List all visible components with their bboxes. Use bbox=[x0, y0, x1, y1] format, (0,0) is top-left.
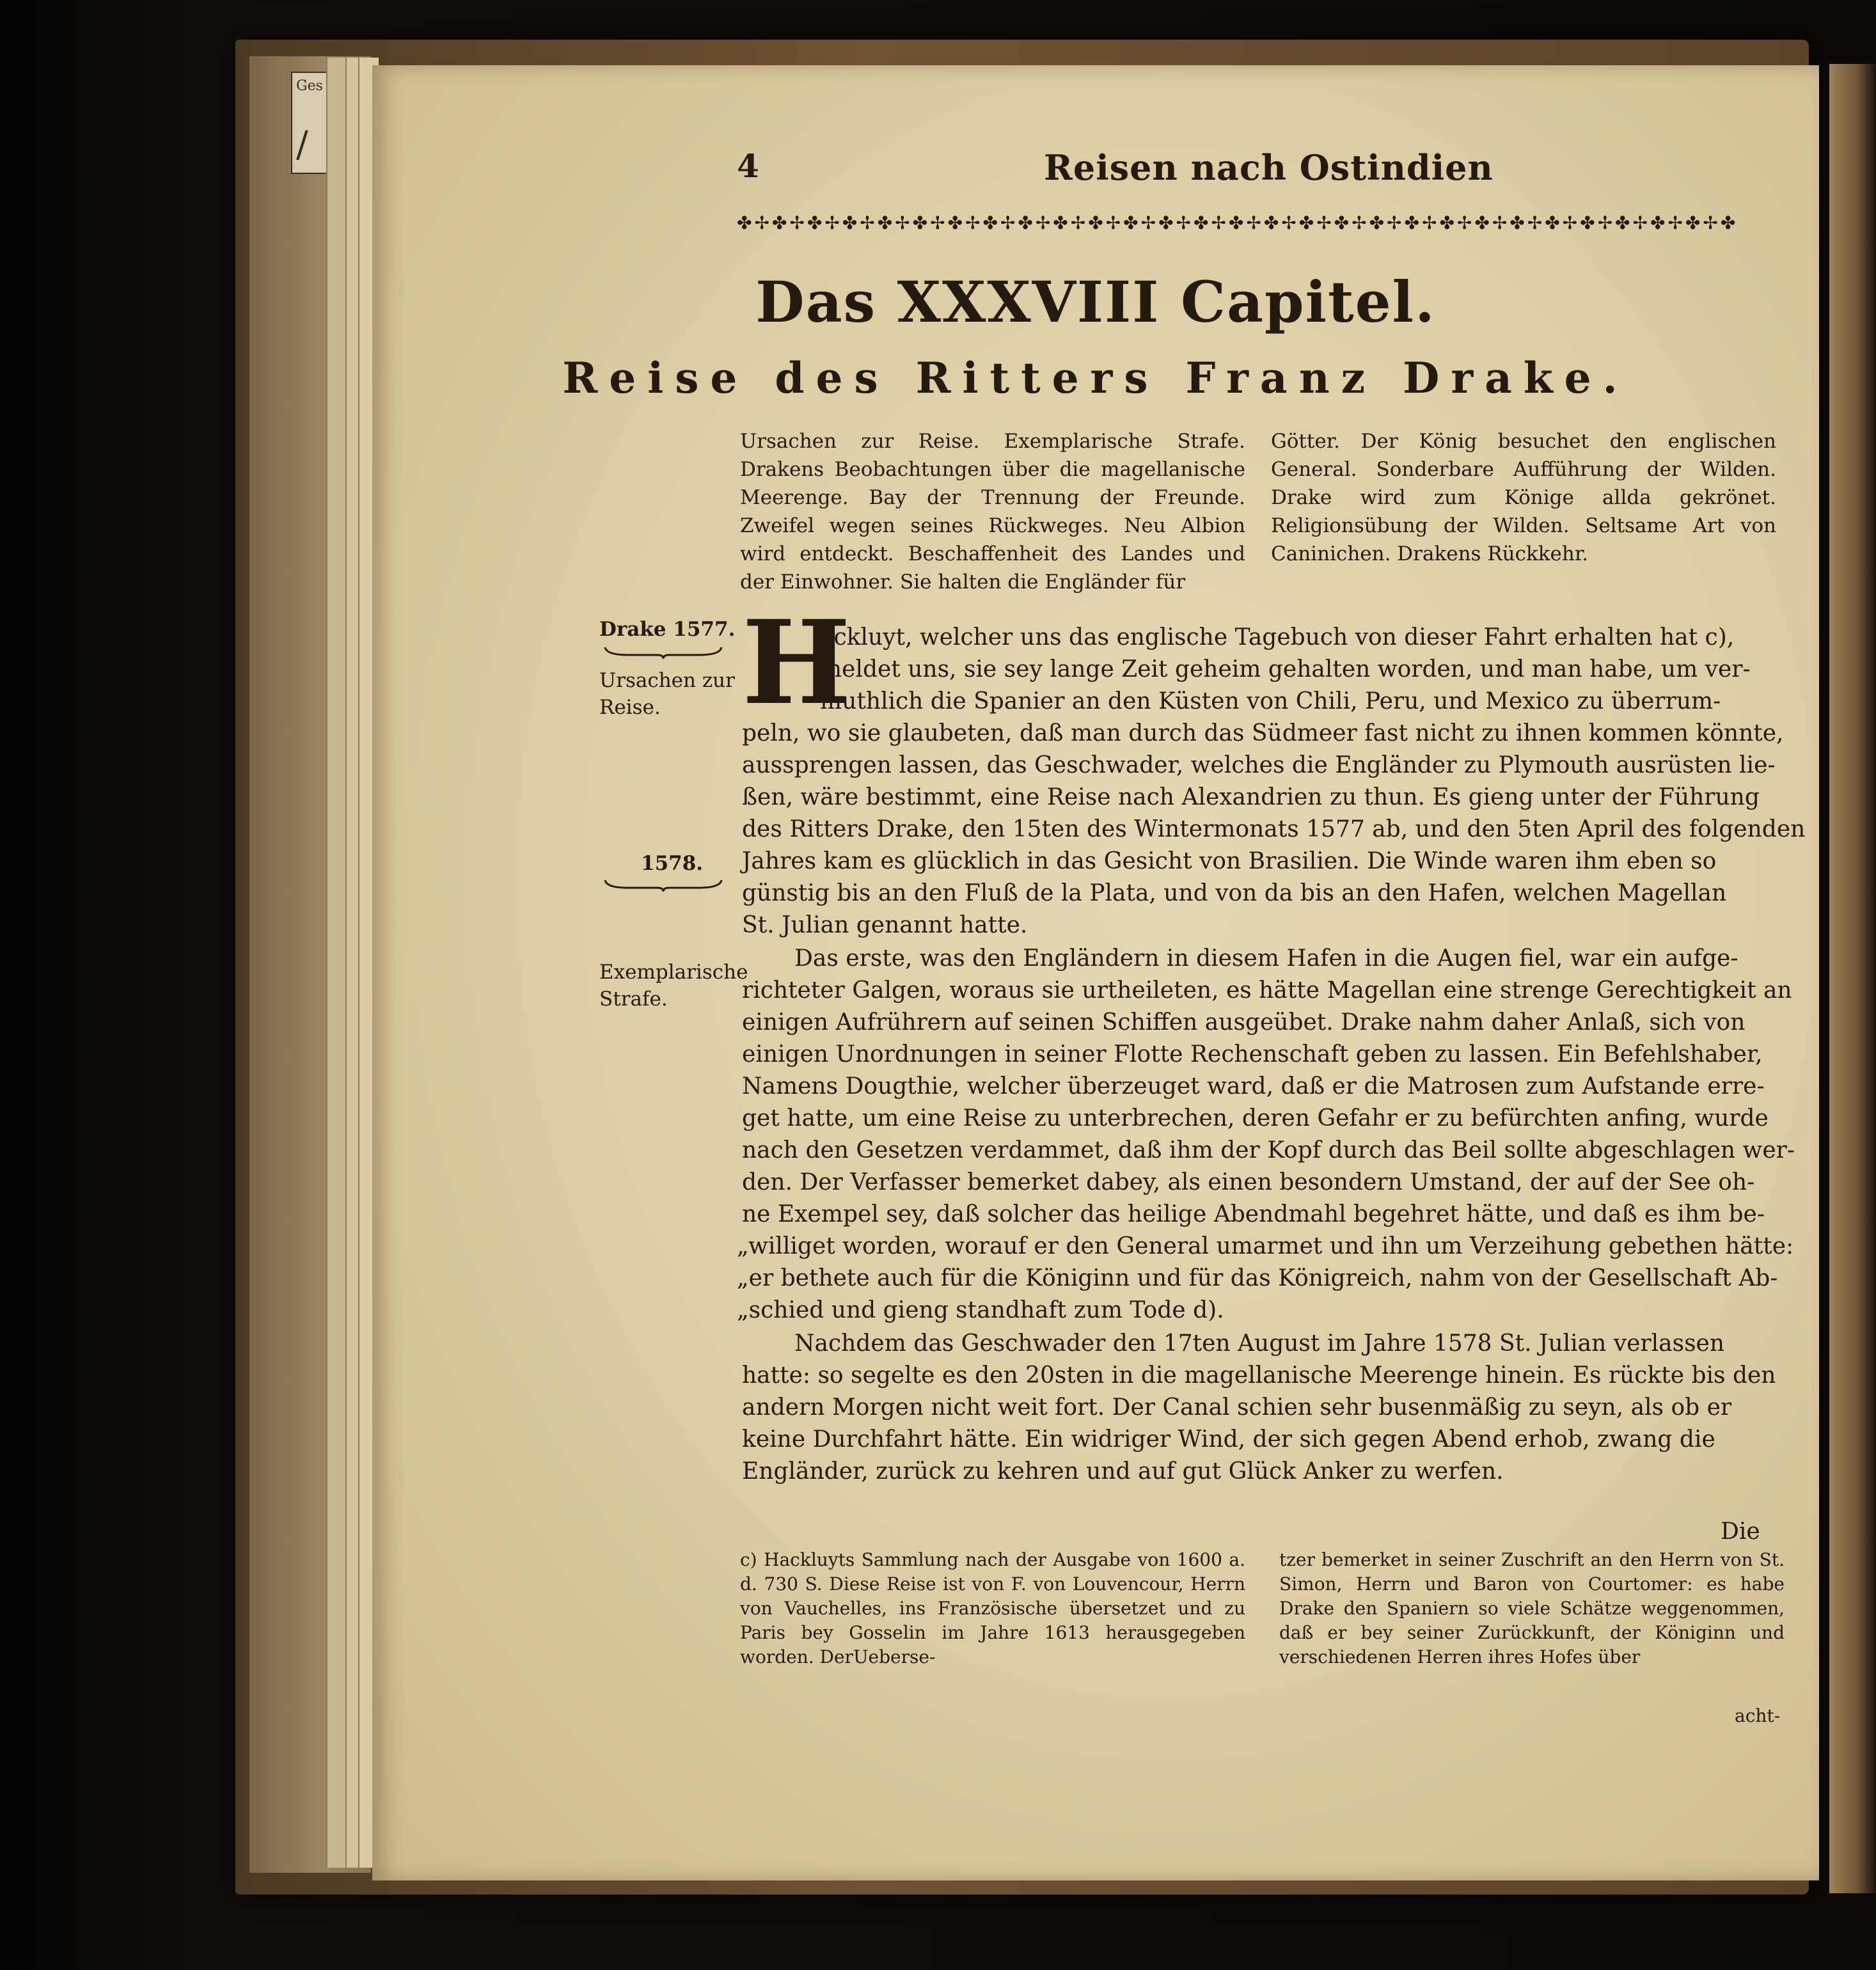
margin-note-drake-1577: Drake 1577. bbox=[599, 618, 736, 641]
body-line: richteter Galgen, woraus sie urtheileten, es hätte Magellan eine strenge Gerechtigkeit an bbox=[742, 977, 1792, 1004]
catchword: Die bbox=[1721, 1518, 1760, 1545]
margin-note-causes-line2: Reise. bbox=[599, 696, 661, 719]
body-line: ne Exempel sey, daß solcher das heilige Abendmahl begehret hätte, und daß es ihm be- bbox=[742, 1201, 1765, 1227]
body-line: Das erste, was den Engländern in diesem Hafen in die Augen fiel, war ein aufge- bbox=[794, 945, 1738, 972]
body-line: Jahres kam es glücklich in das Gesicht von Brasilien. Die Winde waren ihm eben so bbox=[742, 848, 1717, 874]
body-line: Nachdem das Geschwader den 17ten August im Jahre 1578 St. Julian verlassen bbox=[794, 1330, 1725, 1357]
body-line: „williget worden, worauf er den General umarmet und ihn um Verzeihung gebethen hätte: bbox=[737, 1233, 1794, 1259]
body-line: keine Durchfahrt hätte. Ein widriger Wind, der sich gegen Abend erhob, zwang die bbox=[742, 1426, 1715, 1453]
body-line: aussprengen lassen, das Geschwader, welches die Engländer zu Plymouth ausrüsten lie- bbox=[742, 752, 1776, 778]
body-line: „er bethete auch für die Königinn und für das Königreich, nahm von der Gesellschaft Ab- bbox=[737, 1265, 1778, 1291]
body-line: einigen Unordnungen in seiner Flotte Rechenschaft geben zu lassen. Ein Befehlshaber, bbox=[742, 1041, 1763, 1068]
margin-note-punishment-line1: Exemplarische bbox=[599, 961, 748, 984]
body-line: günstig bis an den Fluß de la Plata, und von da bis an den Hafen, welchen Magellan bbox=[742, 880, 1727, 906]
body-line: andern Morgen nicht weit fort. Der Canal schien sehr busenmäßig zu seyn, als ob er bbox=[742, 1394, 1732, 1421]
shelf-label-line1: Ges bbox=[296, 78, 323, 94]
body-line: get hatte, um eine Reise zu unterbrechen, deren Gefahr er zu befürchten anfing, wurde bbox=[742, 1105, 1769, 1131]
body-line: Namens Dougthie, welcher überzeuget ward, daß er die Matrosen zum Aufstande erre- bbox=[742, 1073, 1765, 1099]
shelf-label-line2: / bbox=[296, 124, 308, 166]
footnote-right: tzer bemerket in seiner Zuschrift an den Herrn von St. Simon, Herrn und Baron von Courtomer: es habe Drake den Spaniern so viele Schätze weggenommen, daß er bey seiner Zurückkunft, der Königinn und verschiedenen Herren ihres Hofes über bbox=[1279, 1549, 1785, 1667]
margin-note-punishment-line2: Strafe. bbox=[599, 988, 668, 1011]
book-page bbox=[372, 65, 1819, 1880]
chapter-summary-left: Ursachen zur Reise. Exemplarische Strafe. Drakens Beobachtungen über die magellanische Meerenge. Bay der Trennung der Freunde. Zweifel wegen seines Rückweges. Neu Albion wird entdeckt. Beschaffenheit des Landes und der Einwohner. Sie halten die Engländer für bbox=[740, 430, 1245, 594]
margin-brace-icon bbox=[603, 879, 724, 892]
body-line: den. Der Verfasser bemerket dabey, als einen besondern Umstand, der auf der See oh- bbox=[742, 1169, 1755, 1195]
running-head: Reisen nach Ostindien bbox=[1044, 147, 1494, 188]
body-line: des Ritters Drake, den 15ten des Wintermonats 1577 ab, und den 5ten April des folgenden bbox=[742, 816, 1806, 842]
page-number: 4 bbox=[737, 147, 759, 185]
body-line: St. Julian genannt hatte. bbox=[742, 912, 1028, 938]
chapter-summary-right: Götter. Der König besuchet den englischen General. Sonderbare Aufführung der Wilden. Drake wird zum Könige allda gekrönet. Religionsübung der Wilden. Seltsame Art von Caninichen. Drakens Rückkehr. bbox=[1271, 430, 1776, 565]
body-line: Engländer, zurück zu kehren und auf gut Glück Anker zu werfen. bbox=[742, 1458, 1504, 1485]
chapter-title: Das XXXVIII Capitel. bbox=[755, 269, 1436, 335]
body-line: nach den Gesetzen verdammet, daß ihm der Kopf durch das Beil sollte abgeschlagen wer- bbox=[742, 1137, 1795, 1163]
body-line: muthlich die Spanier an den Küsten von Chili, Peru, und Mexico zu überrum- bbox=[820, 688, 1721, 714]
margin-brace-icon bbox=[603, 646, 724, 659]
footnote-catchword: acht- bbox=[1735, 1705, 1781, 1726]
body-line: peln, wo sie glaubeten, daß man durch das Südmeer fast nicht zu ihnen kommen könnte, bbox=[742, 720, 1784, 746]
footnote-left: c) Hackluyts Sammlung nach der Ausgabe von 1600 a. d. 730 S. Diese Reise ist von F. von Louvencour, Herrn von Vauchelles, ins Französische übersetzet und zu Paris bey Gosselin im Jahre 1613 herausgegeben worden. DerUeberse- bbox=[740, 1549, 1245, 1667]
body-line: ackluyt, welcher uns das englische Tagebuch von dieser Fahrt erhalten hat c), bbox=[820, 624, 1735, 650]
chapter-subtitle: Reise des Ritters Franz Drake. bbox=[562, 353, 1629, 403]
facing-page-edge bbox=[1829, 64, 1876, 1893]
body-line: „schied und gieng standhaft zum Tode d). bbox=[737, 1297, 1224, 1323]
body-line: meldet uns, sie sey lange Zeit geheim gehalten worden, und man habe, um ver- bbox=[820, 656, 1751, 682]
margin-note-causes-line1: Ursachen zur bbox=[599, 669, 735, 692]
body-line: einigen Aufrührern auf seinen Schiffen ausgeübet. Drake nahm daher Anlaß, sich von bbox=[742, 1009, 1746, 1036]
body-line: hatte: so segelte es den 20sten in die magellanische Meerenge hinein. Es rückte bis den bbox=[742, 1362, 1776, 1389]
margin-note-1578: 1578. bbox=[641, 852, 704, 875]
body-line: ßen, wäre bestimmt, eine Reise nach Alexandrien zu thun. Es gieng unter der Führung bbox=[742, 784, 1760, 810]
drop-cap: H bbox=[742, 595, 851, 730]
ornament-rule: ✤✢✤✢✤✢✤✢✤✢✤✢✤✢✤✢✤✢✤✢✤✢✤✢✤✢✤✢✤✢✤✢✤✢✤✢✤✢✤✢✤✢✤✢✤✢✤✢✤✢✤✢✤✢✤✢✤ bbox=[737, 214, 1738, 233]
